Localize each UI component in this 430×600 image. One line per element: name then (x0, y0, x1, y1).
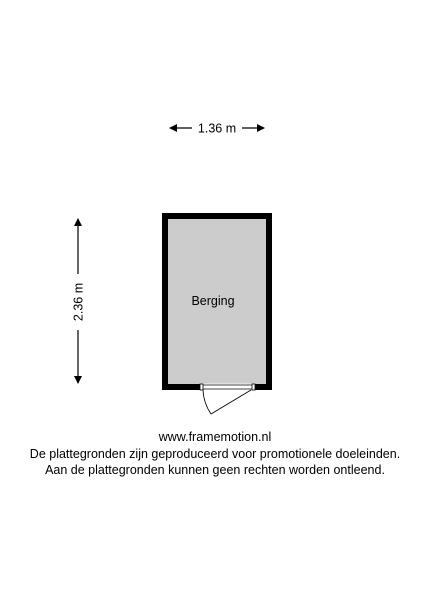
width-dimension (170, 122, 264, 136)
footer-url: www.framemotion.nl (158, 430, 272, 444)
room-berging (162, 213, 272, 414)
door-leaf (211, 390, 251, 414)
room-label: Berging (191, 294, 235, 308)
height-dimension-label: 2.36 m (71, 282, 86, 322)
footer-disclaimer-1: De plattegronden zijn geproduceerd voor promotionele doeleinden. (29, 447, 401, 461)
door-jamb-right (252, 384, 255, 390)
footer-disclaimer-2: Aan de plattegronden kunnen geen rechten worden ontleend. (45, 463, 385, 477)
width-dimension-label: 1.36 m (197, 121, 237, 136)
height-dimension (72, 219, 86, 383)
door-swing-arc (203, 390, 211, 414)
door-jamb-left (200, 384, 203, 390)
